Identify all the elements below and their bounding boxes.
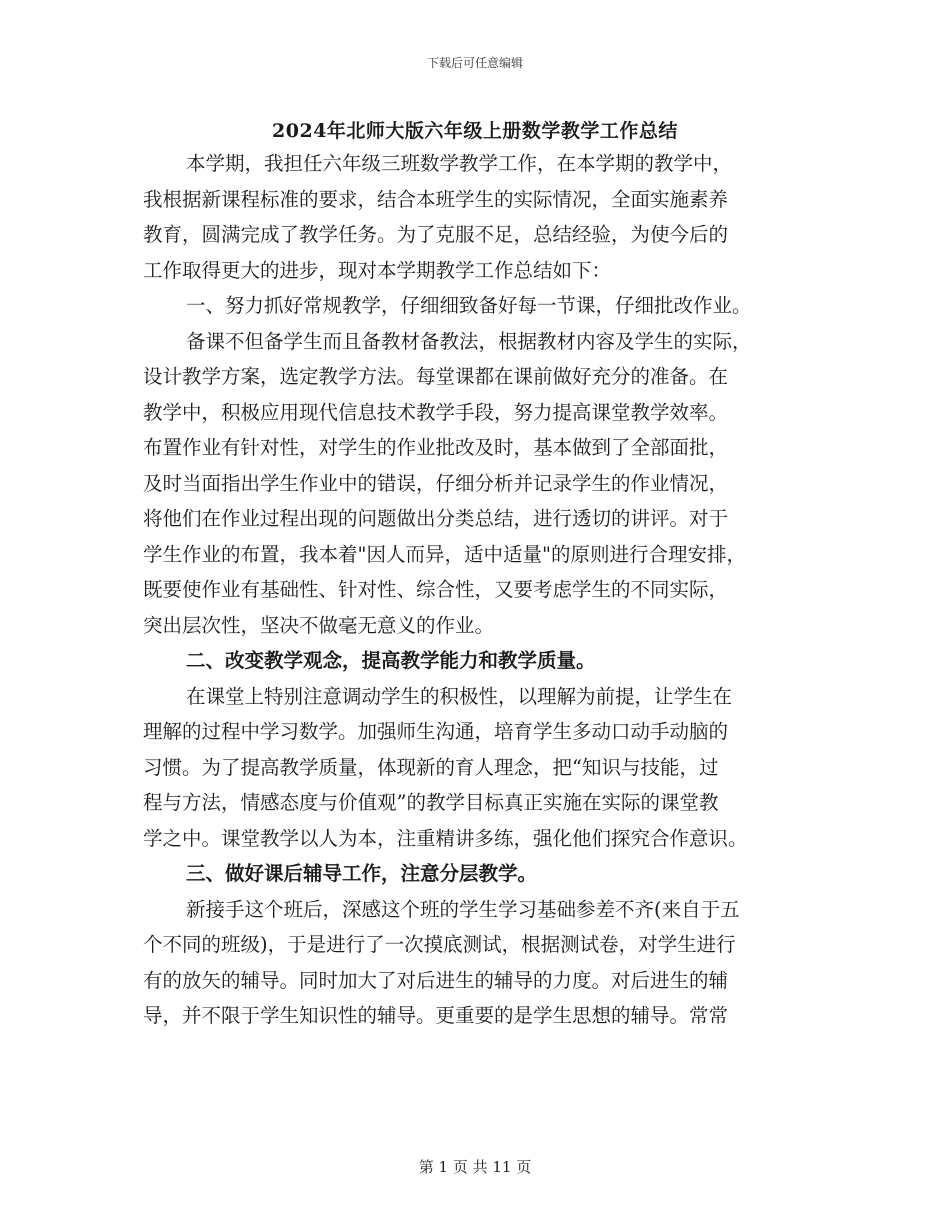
- paragraph-line: 我根据新课程标准的要求，结合本班学生的实际情况，全面实施素养: [143, 187, 729, 211]
- paragraph-line: 个不同的班级)，于是进行了一次摸底测试，根据测试卷，对学生进行: [143, 933, 736, 956]
- header-note: 下载后可任意编辑: [426, 56, 523, 70]
- document-body: [143, 146, 833, 1034]
- section-heading: 一、努力抓好常规教学，仔细细致备好每一节课，仔细批改作业。: [186, 294, 752, 317]
- paragraph-line: 教育，圆满完成了教学任务。为了克服不足，总结经验，为使今后的: [143, 223, 729, 246]
- paragraph-line: 在课堂上特别注意调动学生的积极性，以理解为前提，让学生在: [186, 684, 733, 708]
- paragraph-line: 程与方法，情感态度与价值观”的教学目标真正实施在实际的课堂教: [143, 791, 719, 814]
- paragraph-line: 学生作业的布置，我本着"因人而异，适中适量"的原则进行合理安排，: [143, 542, 746, 566]
- document-title: 2024年北师大版六年级上册数学教学工作总结: [272, 120, 678, 142]
- paragraph-line: 设计教学方案，选定教学方法。每堂课都在课前做好充分的准备。在: [143, 365, 729, 388]
- paragraph-line: 理解的过程中学习数学。加强师生沟通，培育学生多动口动手动脑的: [143, 720, 729, 743]
- paragraph-line: 布置作业有针对性，对学生的作业批改及时，基本做到了全部面批，: [143, 436, 729, 459]
- paragraph-line: 工作取得更大的进步，现对本学期教学工作总结如下：: [143, 258, 612, 282]
- paragraph-line: 突出层次性，坚决不做毫无意义的作业。: [143, 613, 495, 637]
- paragraph-line: 习惯。为了提高教学质量，体现新的育人理念，把“知识与技能，过: [143, 755, 719, 779]
- paragraph-line: 导，并不限于学生知识性的辅导。更重要的是学生思想的辅导。常常: [143, 1004, 729, 1027]
- page-footer: 第 1 页 共 11 页: [418, 1158, 532, 1176]
- paragraph-line: 将他们在作业过程出现的问题做出分类总结，进行透切的讲评。对于: [143, 507, 729, 530]
- paragraph-line: 及时当面指出学生作业中的错误，仔细分析并记录学生的作业情况，: [143, 471, 729, 495]
- paragraph-line: 新接手这个班后，深感这个班的学生学习基础参差不齐(来自于五: [186, 897, 740, 921]
- paragraph-line: 有的放矢的辅导。同时加大了对后进生的辅导的力度。对后进生的辅: [143, 968, 729, 992]
- paragraph-line: 学之中。课堂教学以人为本，注重精讲多练，强化他们探究合作意识。: [143, 826, 748, 850]
- paragraph-line: 备课不但备学生而且备教材备教法，根据教材内容及学生的实际，: [186, 329, 752, 353]
- section-heading: 三、做好课后辅导工作，注意分层教学。: [186, 862, 538, 885]
- paragraph-line: 教学中，积极应用现代信息技术教学手段，努力提高课堂教学效率。: [143, 400, 729, 424]
- section-heading: 二、改变教学观念，提高教学能力和教学质量。: [186, 649, 596, 672]
- paragraph-line: 既要使作业有基础性、针对性、综合性，又要考虑学生的不同实际，: [143, 578, 729, 601]
- paragraph-line: 本学期，我担任六年级三班数学教学工作，在本学期的教学中，: [186, 152, 733, 175]
